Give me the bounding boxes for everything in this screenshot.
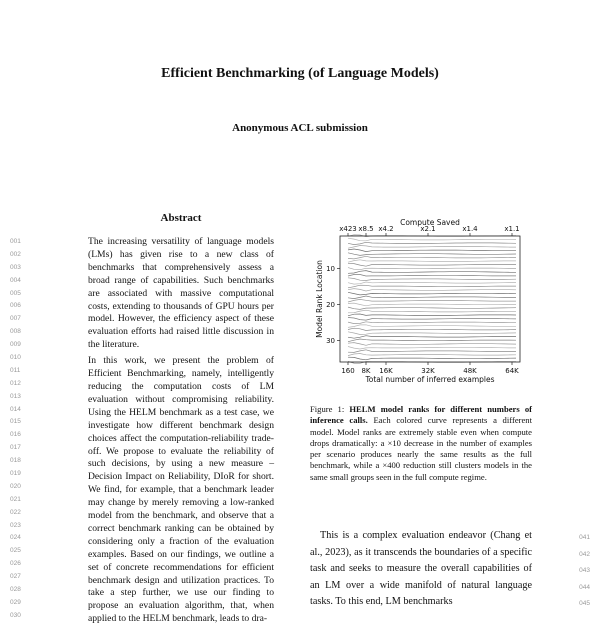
line-number: 045 [579, 600, 590, 607]
model-curve [348, 299, 516, 302]
model-curve [348, 256, 516, 259]
paper-title: Efficient Benchmarking (of Language Models) [161, 66, 439, 81]
line-number: 016 [10, 431, 21, 439]
y-axis-label: Model Rank Location [315, 260, 324, 338]
line-number: 018 [10, 457, 21, 465]
model-curve [348, 278, 516, 281]
figure-caption [310, 404, 532, 483]
line-number: 006 [10, 302, 21, 310]
caption-text: Each colored curve represents a different model. Model ranks are extremely stable even when compute drops dramatically: a ×10 decrease in the number of examples per scenario produces nearly the same results as the full benchmark, while a ×400 reduction still clusters models in the same small groups seen in the full compute regime. [310, 415, 532, 482]
line-number: 003 [10, 263, 21, 271]
model-curve [348, 282, 516, 284]
y-tick-label: 10 [326, 264, 335, 273]
model-curve [348, 318, 516, 321]
x-tick-label: 48K [463, 367, 477, 375]
line-number: 023 [10, 521, 21, 529]
line-number: 030 [10, 611, 21, 619]
x-axis-label: Total number of inferred examples [365, 375, 495, 384]
model-curve [348, 343, 516, 346]
model-curve [348, 268, 516, 270]
line-number: 002 [10, 250, 21, 258]
line-number: 007 [10, 315, 21, 323]
line-number: 013 [10, 392, 21, 400]
line-number: 020 [10, 482, 21, 490]
body-text [310, 528, 532, 611]
line-number: 043 [579, 567, 590, 574]
model-curve [348, 285, 516, 288]
top-tick-label: x423 [339, 225, 357, 233]
line-number: 042 [579, 550, 590, 558]
model-curve [348, 271, 516, 274]
model-curve [348, 328, 516, 330]
model-curve [348, 249, 516, 252]
model-curve [348, 289, 516, 291]
model-curve [348, 246, 516, 249]
top-tick-label: x1.1 [504, 225, 520, 233]
x-tick-label: 64K [505, 367, 519, 375]
top-tick-label: x2.1 [420, 225, 436, 233]
line-number: 009 [10, 341, 21, 349]
top-tick-label: x1.4 [462, 225, 478, 233]
line-number: 026 [10, 560, 21, 568]
top-tick-label: x4.2 [378, 225, 394, 233]
line-number: 028 [10, 586, 21, 594]
model-curve [348, 253, 516, 256]
model-curve [348, 296, 516, 299]
line-number: 015 [10, 418, 21, 426]
line-number: 012 [10, 379, 21, 387]
right-line-numbers [568, 530, 590, 613]
model-curve [348, 350, 516, 353]
line-number: 001 [10, 238, 21, 245]
x-tick-label: 32K [421, 367, 435, 375]
body-paragraph: This is a complex evaluation endeavor (Chang et al., 2023), as it transcends the boundaries of a specific task and seeks to measure the overall capabilities of an LM over a wide manifold of natural language tasks. To this end, LM benchmarks [310, 530, 532, 607]
line-number: 010 [10, 354, 21, 362]
line-number: 021 [10, 495, 21, 503]
model-rank-curves [348, 235, 516, 363]
model-curve [348, 242, 516, 244]
model-curve [348, 238, 516, 241]
model-curve [348, 310, 516, 313]
line-number: 017 [10, 444, 21, 452]
model-curve [348, 264, 516, 267]
line-number: 014 [10, 405, 21, 413]
line-number: 044 [579, 583, 590, 591]
abstract-body [88, 236, 274, 626]
model-curve [348, 260, 516, 262]
model-curve [348, 332, 516, 335]
model-curve [348, 325, 516, 328]
rank-stability-chart [312, 216, 524, 392]
model-curve [348, 303, 516, 306]
model-curve [348, 347, 516, 350]
line-number: 004 [10, 276, 21, 284]
model-curve [348, 292, 516, 295]
line-number: 025 [10, 547, 21, 555]
top-tick-label: x8.5 [358, 225, 374, 233]
y-tick-label: 30 [326, 336, 335, 345]
line-number: 024 [10, 534, 21, 542]
line-number: 005 [10, 289, 21, 297]
line-number: 029 [10, 598, 21, 606]
figure-1 [312, 216, 524, 392]
model-curve [348, 307, 516, 309]
x-tick-label: 8K [361, 367, 371, 375]
abstract-paragraph-1: The increasing versatility of language models (LMs) has given rise to a new class of benchmarks that comprehensively assess a broad range of capabilities. Such benchmarks are associated with massive computational costs, extending to thousands of GPU hours per model. However, the efficiency aspect of these evaluation efforts had raised little discussion in the literature. [88, 236, 274, 351]
chart-title: Compute Saved [400, 218, 460, 227]
line-number: 022 [10, 508, 21, 516]
caption-label: Figure 1: [310, 404, 345, 414]
line-number: 027 [10, 573, 21, 581]
line-number: 019 [10, 470, 21, 478]
y-tick-label: 20 [326, 300, 335, 309]
abstract-heading: Abstract [160, 212, 202, 224]
model-curve [348, 357, 516, 360]
x-tick-label: 160 [341, 367, 355, 375]
x-tick-label: 16K [379, 367, 393, 375]
line-number: 008 [10, 328, 21, 336]
abstract-paragraph-2: In this work, we present the problem of Efficient Benchmarking, namely, intelligently reducing the computation costs of LM evaluation without compromising reliability. Using the HELM benchmark as a test case, we investigate how different benchmark design choices affect the computation-reliability trade-off. We propose to evaluate the reliability of such decisions, by using a new measure – Decision Impact on Reliability, DIoR for short. We find, for example, that a benchmark leader may change by merely removing a low-ranked model from the benchmark, and observe that a correct benchmark ranking can be obtained by considering only a fraction of the evaluation examples. Based on our findings, we outline a set of concrete recommendations for efficient benchmark design and utilization practices. To take a step further, we use our finding to propose an evaluation algorithm, that, when applied to the HELM benchmark, leads to dra- [88, 355, 274, 625]
model-curve [348, 339, 516, 342]
line-number: 011 [10, 366, 21, 374]
paper-author: Anonymous ACL submission [232, 122, 368, 134]
model-curve [348, 314, 516, 316]
model-curve [348, 322, 516, 324]
model-curve [348, 275, 516, 277]
model-curve [348, 354, 516, 356]
left-line-numbers [10, 236, 32, 623]
caption-title: HELM model ranks for different numbers of inference calls. [310, 404, 532, 426]
line-number: 041 [579, 534, 590, 541]
model-curve [348, 336, 516, 339]
